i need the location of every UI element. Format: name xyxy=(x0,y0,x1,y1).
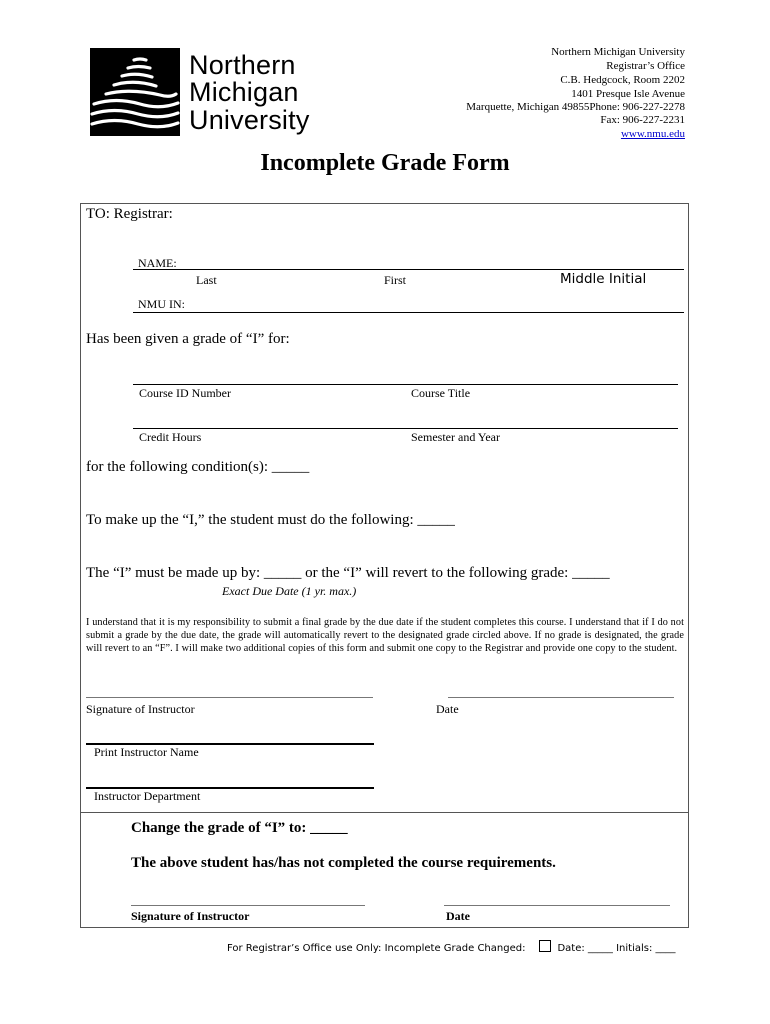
course-title-label: Course Title xyxy=(411,386,471,400)
office-date-initials[interactable]: Date: _____ Initials: ____ xyxy=(557,943,676,954)
name-label: NAME: xyxy=(138,256,177,270)
first-name-label: First xyxy=(384,273,407,287)
conditions-line[interactable]: for the following condition(s): _____ xyxy=(86,459,310,475)
office-use-footer xyxy=(227,940,676,954)
address-line: Registrar’s Office xyxy=(606,60,685,72)
nmu-in-label: NMU IN: xyxy=(138,297,185,311)
print-name-label: Print Instructor Name xyxy=(94,745,199,759)
name-field-line[interactable] xyxy=(133,269,684,270)
section-divider xyxy=(80,812,689,813)
logo-text-line-3: University xyxy=(189,105,310,135)
date-signature-line[interactable] xyxy=(448,697,674,698)
address-line: Marquette, Michigan 49855Phone: 906-227-2278 xyxy=(466,101,685,113)
change-signature-label: Signature of Instructor xyxy=(131,909,250,923)
credit-hours-label: Credit Hours xyxy=(139,430,202,444)
grade-changed-checkbox[interactable] xyxy=(539,940,551,952)
website-link[interactable]: www.nmu.edu xyxy=(620,128,685,140)
credit-field-line[interactable] xyxy=(133,428,678,429)
department-label: Instructor Department xyxy=(94,789,201,803)
address-line: C.B. Hedgcock, Room 2202 xyxy=(560,74,685,86)
last-name-label: Last xyxy=(196,273,217,287)
change-date-line[interactable] xyxy=(444,905,670,906)
instructor-signature-line[interactable] xyxy=(86,697,373,698)
deadline-line[interactable]: The “I” must be made up by: _____ or the “I” will revert to the following grade: _____ xyxy=(86,565,610,581)
semester-year-label: Semester and Year xyxy=(411,430,500,444)
address-line: Northern Michigan University xyxy=(551,46,685,58)
grade-given-text: Has been given a grade of “I” for: xyxy=(86,331,290,347)
instructor-statement: I understand that it is my responsibility to submit a final grade by the due date if the student completes this course. I understand that if I do not submit a grade by the due date, the grade will automatically revert to the designated grade circled above. If no grade is designated, the grade will revert to an “F”. I will make two additional copies of this form and submit one copy to the Registrar and provide one copy to the student. xyxy=(86,617,684,654)
date-label: Date xyxy=(436,702,459,716)
page-title: Incomplete Grade Form xyxy=(260,150,510,176)
instructor-signature-label: Signature of Instructor xyxy=(86,702,195,716)
university-logo-icon xyxy=(90,48,180,136)
due-date-note: Exact Due Date (1 yr. max.) xyxy=(222,584,357,598)
course-field-line[interactable] xyxy=(133,384,678,385)
address-line: Fax: 906-227-2231 xyxy=(600,114,685,126)
logo-text-line-1: Northern xyxy=(189,50,296,80)
change-signature-line[interactable] xyxy=(131,905,365,906)
change-date-label: Date xyxy=(446,909,470,923)
completion-statement: The above student has/has not completed the course requirements. xyxy=(131,855,556,871)
office-use-label: For Registrar’s Office use Only: Incomplete Grade Changed: xyxy=(227,943,526,954)
makeup-line[interactable]: To make up the “I,” the student must do the following: _____ xyxy=(86,512,455,528)
change-grade-line[interactable]: Change the grade of “I” to: _____ xyxy=(131,820,348,836)
logo-text-line-2: Michigan xyxy=(189,77,299,107)
nmu-in-field-line[interactable] xyxy=(133,312,684,313)
address-line: 1401 Presque Isle Avenue xyxy=(571,88,685,100)
to-registrar-label: TO: Registrar: xyxy=(86,206,173,222)
middle-initial-label: Middle Initial xyxy=(560,271,647,287)
course-id-label: Course ID Number xyxy=(139,386,231,400)
